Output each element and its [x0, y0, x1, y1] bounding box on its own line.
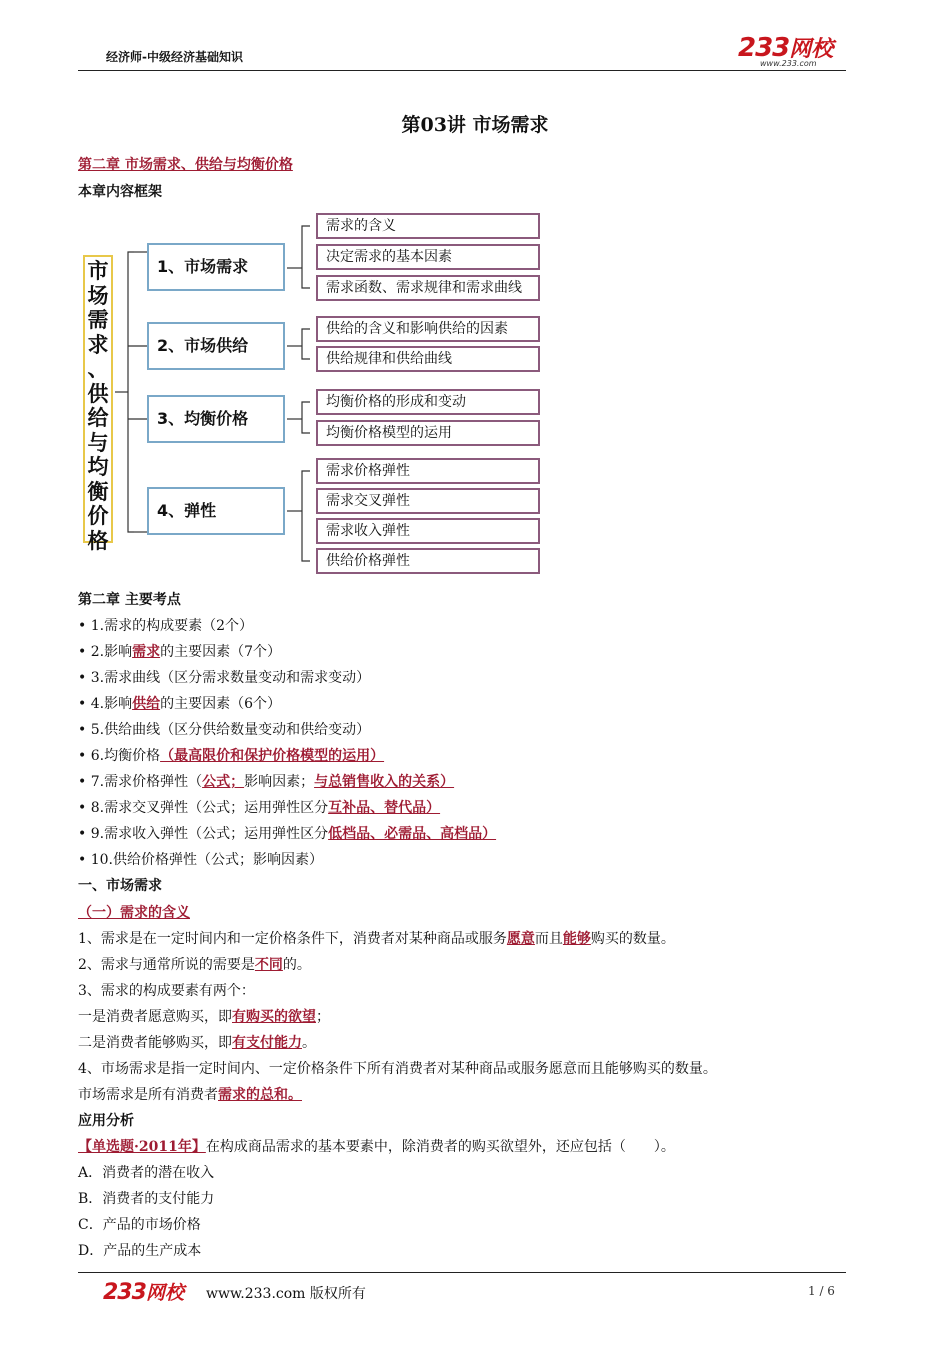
- root-char: 场: [87, 283, 109, 308]
- branch-market-demand: 1、市场需求: [147, 243, 285, 291]
- key-point-2: [78, 642, 281, 662]
- text-segment: 。: [302, 1035, 316, 1051]
- question-tag: 【单选题·2011年】: [78, 1139, 206, 1155]
- text-segment: 2、需求与通常所说的需要是: [78, 957, 255, 973]
- root-char: 价: [87, 504, 109, 528]
- option-b: B．消费者的支付能力: [78, 1191, 215, 1207]
- leaf-bracket-2: [302, 329, 310, 359]
- leaf-bracket-3: [302, 402, 310, 433]
- root-char: 、: [87, 357, 109, 381]
- framework-label: 本章内容框架: [78, 184, 162, 200]
- footer-copyright: www.233.com 版权所有: [206, 1286, 366, 1302]
- highlight-text: 不同: [254, 957, 283, 973]
- option-d: D．产品的生产成本: [78, 1243, 202, 1259]
- branch-market-supply: 2、市场供给: [147, 322, 285, 370]
- highlight-text: 公式；: [202, 774, 245, 790]
- text-segment: 一是消费者愿意购买，即: [78, 1009, 232, 1025]
- section-heading: 一、市场需求: [78, 878, 162, 894]
- paragraph-5: [78, 1033, 316, 1053]
- root-char: 与: [87, 430, 109, 455]
- text-segment: • 4.影响: [78, 696, 133, 712]
- root-bracket: [128, 252, 134, 532]
- leaf-node: 需求收入弹性: [316, 518, 540, 544]
- key-point-4: [78, 694, 281, 714]
- text-segment: 市场需求是所有消费者: [78, 1087, 218, 1103]
- root-char: 求: [87, 332, 109, 357]
- text-segment: • 2.影响: [78, 644, 133, 660]
- highlight-text: 与总销售收入的关系）: [314, 774, 455, 790]
- question-stem: [78, 1137, 675, 1157]
- logo-text: 网校: [145, 1282, 184, 1304]
- branch-equilibrium-price: 3、均衡价格: [147, 395, 285, 443]
- logo-text: 网校: [789, 37, 834, 62]
- logo-number: 233: [103, 1280, 146, 1305]
- paragraph-1: [78, 929, 675, 949]
- highlight-text: 愿意: [506, 931, 535, 947]
- root-char: 格: [87, 528, 109, 553]
- highlight-text: 有支付能力: [232, 1035, 302, 1051]
- text-segment: • 6.均衡价格: [78, 748, 161, 764]
- key-point-3: • 3.需求曲线（区分需求数量变动和需求变动）: [78, 670, 371, 686]
- text-segment: 二是消费者能够购买，即: [78, 1035, 232, 1051]
- highlight-text: 供给: [132, 696, 161, 712]
- text-segment: 影响因素；: [244, 774, 315, 790]
- leaf-node: 供给价格弹性: [316, 548, 540, 574]
- root-char: 需: [87, 308, 109, 332]
- paragraph-2: [78, 955, 311, 975]
- subsection-heading: （一）需求的含义: [78, 905, 190, 921]
- key-point-9: [78, 824, 496, 844]
- text-segment: 而且: [534, 931, 563, 947]
- leaf-node: 均衡价格的形成和变动: [316, 389, 540, 415]
- root-char: 市: [87, 259, 109, 283]
- highlight-text: 能够: [562, 931, 591, 947]
- leaf-node: 决定需求的基本因素: [316, 244, 540, 270]
- footer-divider: [78, 1272, 846, 1273]
- document-title: 经济师-中级经济基础知识: [106, 50, 243, 64]
- text-segment: 的。: [282, 957, 311, 973]
- page-title: 第03讲 市场需求: [401, 114, 549, 136]
- root-char: 供: [87, 381, 109, 406]
- text-segment: 购买的数量。: [590, 931, 675, 947]
- text-segment: 1、需求是在一定时间内和一定价格条件下，消费者对某种商品或服务: [78, 931, 507, 947]
- text-segment: ；: [316, 1009, 330, 1025]
- option-c: C．产品的市场价格: [78, 1217, 201, 1233]
- root-char: 均: [87, 455, 109, 479]
- paragraph-7: [78, 1085, 316, 1105]
- question-text: 在构成商品需求的基本要素中，除消费者的购买欲望外，还应包括（ ）。: [205, 1139, 675, 1155]
- branch-elasticity: 4、弹性: [147, 487, 285, 535]
- page-number: 1 / 6: [808, 1284, 835, 1298]
- text-segment: • 8.需求交叉弹性（公式；运用弹性区分: [78, 800, 329, 816]
- leaf-node: 供给的含义和影响供给的因素: [316, 316, 540, 342]
- logo-url: www.233.com: [760, 59, 817, 68]
- highlight-text: 互补品、替代品）: [328, 800, 441, 816]
- root-char: 给: [87, 406, 109, 430]
- highlight-text: 需求: [132, 644, 161, 660]
- text-segment: 的主要因素（6个）: [160, 696, 281, 712]
- paragraph-4: [78, 1007, 330, 1027]
- leaf-node: 需求的含义: [316, 213, 540, 239]
- leaf-node: 供给规律和供给曲线: [316, 346, 540, 372]
- text-segment: • 7.需求价格弹性（: [78, 774, 203, 790]
- key-point-7: [78, 772, 454, 792]
- leaf-node: 需求价格弹性: [316, 458, 540, 484]
- key-point-1: • 1.需求的构成要素（2个）: [78, 618, 253, 634]
- leaf-node: 需求交叉弹性: [316, 488, 540, 514]
- root-char: 衡: [87, 479, 109, 504]
- key-points-heading: 第二章 主要考点: [78, 592, 181, 608]
- highlight-text: 需求的总和。: [218, 1087, 302, 1103]
- leaf-bracket-1: [302, 226, 310, 288]
- text-segment: 的主要因素（7个）: [160, 644, 281, 660]
- leaf-node: 均衡价格模型的运用: [316, 420, 540, 446]
- option-a: A．消费者的潜在收入: [78, 1165, 215, 1181]
- highlight-text: （最高限价和保护价格模型的运用）: [160, 748, 385, 764]
- key-point-6: [78, 746, 384, 766]
- key-point-5: • 5.供给曲线（区分供给数量变动和供给变动）: [78, 722, 371, 738]
- footer-logo: [103, 1278, 184, 1305]
- mindmap-root: [83, 255, 113, 553]
- paragraph-3: 3、需求的构成要素有两个：: [78, 983, 255, 999]
- key-point-10: • 10.供给价格弹性（公式；影响因素）: [78, 852, 323, 868]
- highlight-text: 有购买的欲望: [232, 1009, 316, 1025]
- logo-number: 233: [738, 33, 790, 63]
- leaf-bracket-4: [302, 471, 310, 561]
- paragraph-6: 4、市场需求是指一定时间内、一定价格条件下所有消费者对某种商品或服务愿意而且能够购买的数量。: [78, 1061, 717, 1077]
- text-segment: • 9.需求收入弹性（公式；运用弹性区分: [78, 826, 329, 842]
- leaf-node: 需求函数、需求规律和需求曲线: [316, 275, 540, 301]
- chapter-heading: 第二章 市场需求、供给与均衡价格: [78, 157, 293, 173]
- highlight-text: 低档品、必需品、高档品）: [328, 826, 497, 842]
- key-point-8: [78, 798, 440, 818]
- analysis-heading: 应用分析: [78, 1113, 134, 1129]
